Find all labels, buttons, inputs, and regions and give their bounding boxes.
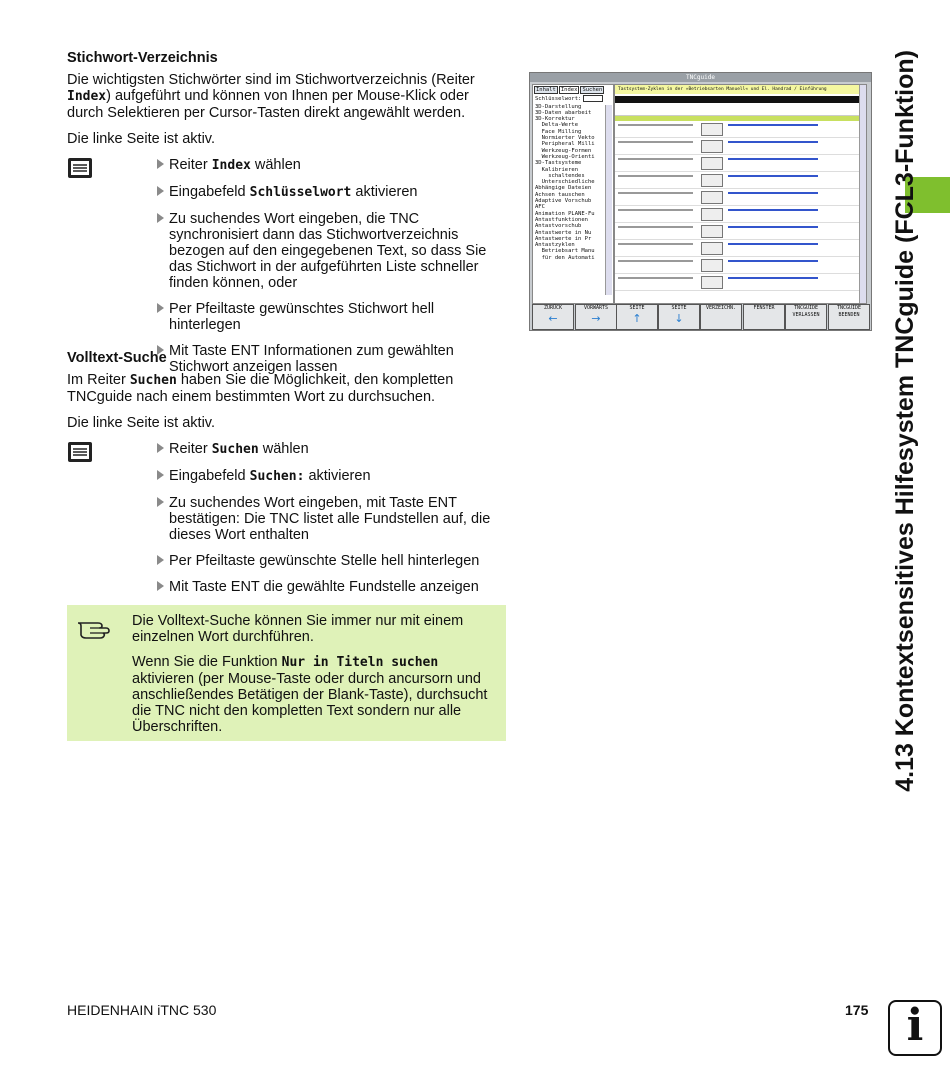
content-row — [615, 240, 866, 257]
index-item[interactable]: Unterschiedliche — [535, 179, 595, 186]
triangle-bullet-icon — [157, 555, 164, 565]
pointing-hand-icon — [76, 617, 112, 641]
triangle-bullet-icon — [157, 303, 164, 313]
content-pane — [614, 84, 867, 304]
index-item[interactable]: schaltendes — [535, 172, 585, 179]
step-item: Zu suchendes Wort eingeben, die TNC synchronisiert dann das Stichwortverzeichnis bezogen auf den eingegebenen Text, so dass Sie das Stichwort in der aufgeführten Liste schneller finden können, oder — [157, 211, 509, 291]
keyword-field: Schlüsselwort: — [533, 94, 613, 103]
active-page-text: Die linke Seite ist aktiv. — [67, 415, 216, 431]
step-list — [67, 441, 509, 595]
index-item[interactable]: AFC — [535, 204, 545, 211]
step-item: Eingabefeld Schlüsselwort aktivieren — [157, 184, 509, 201]
index-item[interactable]: Antastwerte in Nu — [535, 229, 592, 236]
index-item[interactable]: Antastfunktionen — [535, 216, 588, 223]
index-item[interactable]: Adaptive Vorschub — [535, 198, 592, 205]
section-volltext — [67, 350, 509, 605]
note-box — [67, 605, 506, 741]
softkey-button[interactable]: SEITE ↑ — [616, 304, 658, 330]
step-item: Reiter Suchen wählen — [157, 441, 509, 458]
content-table — [615, 121, 866, 291]
triangle-bullet-icon — [157, 581, 164, 591]
index-item[interactable]: Achsen tauschen — [535, 191, 585, 198]
index-item[interactable]: Antastzyklen — [535, 242, 575, 249]
softkey-button[interactable]: ZURÜCK ← — [532, 304, 574, 330]
softkey-button[interactable]: TNCGUIDE VERLASSEN — [785, 304, 827, 330]
triangle-bullet-icon — [157, 470, 164, 480]
index-item[interactable]: Kalibrieren — [535, 166, 579, 173]
triangle-bullet-icon — [157, 213, 164, 223]
arrow-icon: → — [591, 312, 601, 325]
index-pane — [532, 84, 614, 304]
index-item[interactable]: Peripheral Milli — [535, 141, 595, 148]
index-item[interactable]: 3D-Tastsysteme — [535, 160, 582, 167]
content-row — [615, 274, 866, 291]
triangle-bullet-icon — [157, 497, 164, 507]
index-list — [533, 104, 613, 261]
info-icon: i — [888, 1000, 942, 1056]
content-row — [615, 189, 866, 206]
tab-suchen[interactable]: Suchen — [582, 87, 603, 93]
active-page-text: Die linke Seite ist aktiv. — [67, 131, 216, 147]
triangle-bullet-icon — [157, 186, 164, 196]
step-item: Per Pfeiltaste gewünschtes Stichwort hell hinterlegen — [157, 301, 509, 333]
step-item: Mit Taste ENT die gewählte Fundstelle anzeigen — [157, 579, 509, 595]
index-item[interactable]: Abhängige Dateien — [535, 185, 592, 192]
arrow-icon: ↓ — [674, 312, 684, 325]
index-item[interactable]: Face Milling — [535, 128, 582, 135]
arrow-icon: ↑ — [632, 312, 642, 325]
content-row — [615, 206, 866, 223]
index-item[interactable]: Werkzeug-Formen — [535, 147, 592, 154]
page-number: 175 — [845, 1002, 869, 1018]
window-title: TNCguide — [530, 73, 871, 82]
softkey-button[interactable]: SEITE ↓ — [658, 304, 700, 330]
tab-index[interactable]: Index — [560, 87, 578, 93]
step-item: Eingabefeld Suchen: aktivieren — [157, 468, 509, 485]
content-row — [615, 138, 866, 155]
index-item[interactable]: Werkzeug-Orienti — [535, 153, 595, 160]
content-row — [615, 155, 866, 172]
index-item[interactable]: 3D-Daten abarbeit — [535, 109, 592, 116]
index-item[interactable]: Betriebsart Manu — [535, 248, 595, 255]
chapter-title: 4.13 Kontextsensitives Hilfesystem TNCguide (FCL3-Funktion) — [891, 50, 919, 792]
scrollbar[interactable] — [605, 105, 612, 295]
scrollbar[interactable] — [859, 85, 866, 303]
content-row — [615, 257, 866, 274]
softkey-button[interactable]: TNCGUIDE BEENDEN — [828, 304, 870, 330]
softkey-button[interactable]: VORWÄRTS → — [575, 304, 617, 330]
content-row — [615, 172, 866, 189]
index-item[interactable]: Antastvorschub — [535, 223, 582, 230]
note-paragraph: Wenn Sie die Funktion Nur in Titeln suchen aktivieren (per Mouse-Taste oder durch ancursorn und anschließendes Betätigen der Blank-Taste), durchsucht die TNC nicht den kompletten Text sondern nur alle Überschriften. — [132, 654, 488, 735]
index-item[interactable]: 3D-Darstellung — [535, 103, 582, 110]
book-icon — [67, 157, 93, 179]
section-intro: Die wichtigsten Stichwörter sind im Stichwortverzeichnis (Reiter Index) aufgeführt und können von Ihnen per Mouse-Klick oder durch Selektieren per Cursor-Tasten direkt angewählt werden. — [67, 72, 475, 121]
index-item[interactable]: Animation PLANE-Fu — [535, 210, 595, 217]
step-item: Reiter Index wählen — [157, 157, 509, 174]
index-item[interactable]: für den Automati — [535, 254, 595, 261]
section-title: Volltext-Suche — [67, 350, 167, 366]
section-intro: Im Reiter Suchen haben Sie die Möglichkeit, den kompletten TNCguide nach einem bestimmten Wort zu durchsuchen. — [67, 372, 454, 405]
tab-bar — [533, 85, 613, 94]
index-item[interactable]: 3D-Korrektur — [535, 116, 575, 123]
step-list — [67, 157, 509, 375]
section-title: Stichwort-Verzeichnis — [67, 50, 218, 66]
triangle-bullet-icon — [157, 443, 164, 453]
step-item: Mit Taste ENT Informationen zum gewählten Stichwort anzeigen lassen — [157, 343, 509, 375]
index-item[interactable]: Delta-Werte — [535, 122, 579, 129]
softkey-button[interactable]: FENSTER — [743, 304, 785, 330]
content-row — [615, 121, 866, 138]
footer-brand: HEIDENHAIN iTNC 530 — [67, 1002, 217, 1018]
triangle-bullet-icon — [157, 159, 164, 169]
content-row — [615, 223, 866, 240]
index-item[interactable]: Normierter Vekto — [535, 135, 595, 142]
arrow-icon: ← — [548, 312, 558, 325]
note-paragraph: Die Volltext-Suche können Sie immer nur mit einem einzelnen Wort durchführen. — [132, 613, 464, 645]
content-header: Tastsystem-Zyklen in der »Betriebsarten Manuell« und El. Handrad / Einführung — [615, 85, 866, 94]
section-stichwort — [67, 50, 509, 385]
step-item: Zu suchendes Wort eingeben, mit Taste ENT bestätigen: Die TNC listet alle Fundstellen auf, die dieses Wort enthalten — [157, 495, 509, 543]
step-item: Per Pfeiltaste gewünschte Stelle hell hinterlegen — [157, 553, 509, 569]
index-item[interactable]: Antastwerte in Pr — [535, 235, 592, 242]
tncguide-screenshot — [529, 72, 872, 331]
book-icon — [67, 441, 93, 463]
tab-inhalt[interactable]: Inhalt — [536, 87, 556, 93]
softkey-button[interactable]: VERZEICHN. — [700, 304, 742, 330]
